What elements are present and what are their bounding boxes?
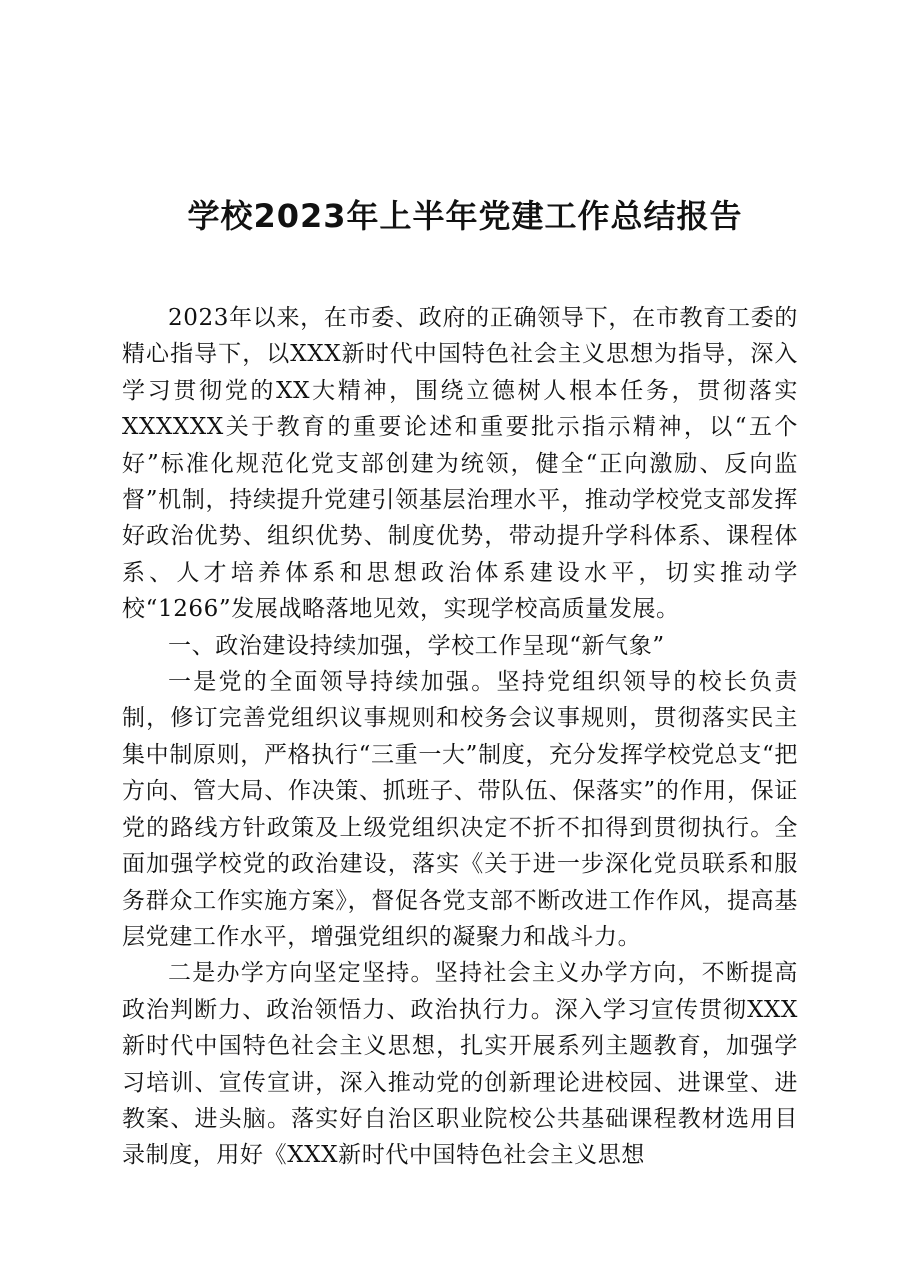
document-body (122, 300, 798, 1174)
paragraph-intro: 2023年以来，在市委、政府的正确领导下，在市教育工委的精心指导下，以XXX新时代中国特色社会主义思想为指导，深入学习贯彻党的XX大精神，围绕立德树人根本任务，贯彻落实XXXXXX关于教育的重要论述和重要批示指示精神，以“五个好”标准化规范化党支部创建为统领，健全“正向激励、反向监督”机制，持续提升党建引领基层治理水平，推动学校党支部发挥好政治优势、组织优势、制度优势，带动提升学科体系、课程体系、人才培养体系和思想政治体系建设水平，切实推动学校“1266”发展战略落地见效，实现学校高质量发展。 (122, 305, 798, 623)
document-title: 学校2023年上半年党建工作总结报告 (187, 197, 743, 235)
section-heading-1: 一、政治建设持续加强，学校工作呈现“新气象” (168, 632, 665, 659)
paragraph-party-leadership: 一是党的全面领导持续加强。坚持党组织领导的校长负责制，修订完善党组织议事规则和校务会议事规则，贯彻落实民主集中制原则，严格执行“三重一大”制度，充分发挥学校党总支“把方向、管大局、作决策、抓班子、带队伍、保落实”的作用，保证党的路线方针政策及上级党组织决定不折不扣得到贯彻执行。全面加强学校党的政治建设，落实《关于进一步深化党员联系和服务群众工作实施方案》，督促各党支部不断改进工作作风，提高基层党建工作水平，增强党组织的凝聚力和战斗力。 (122, 669, 798, 950)
paragraph-school-direction: 二是办学方向坚定坚持。坚持社会主义办学方向，不断提高政治判断力、政治领悟力、政治执行力。深入学习宣传贯彻XXX新时代中国特色社会主义思想，扎实开展系列主题教育，加强学习培训、宣传宣讲，深入推动党的创新理论进校园、进课堂、进教案、进头脑。落实好自治区职业院校公共基础课程教材选用目录制度，用好《XXX新时代中国特色社会主义思想 (122, 960, 798, 1169)
